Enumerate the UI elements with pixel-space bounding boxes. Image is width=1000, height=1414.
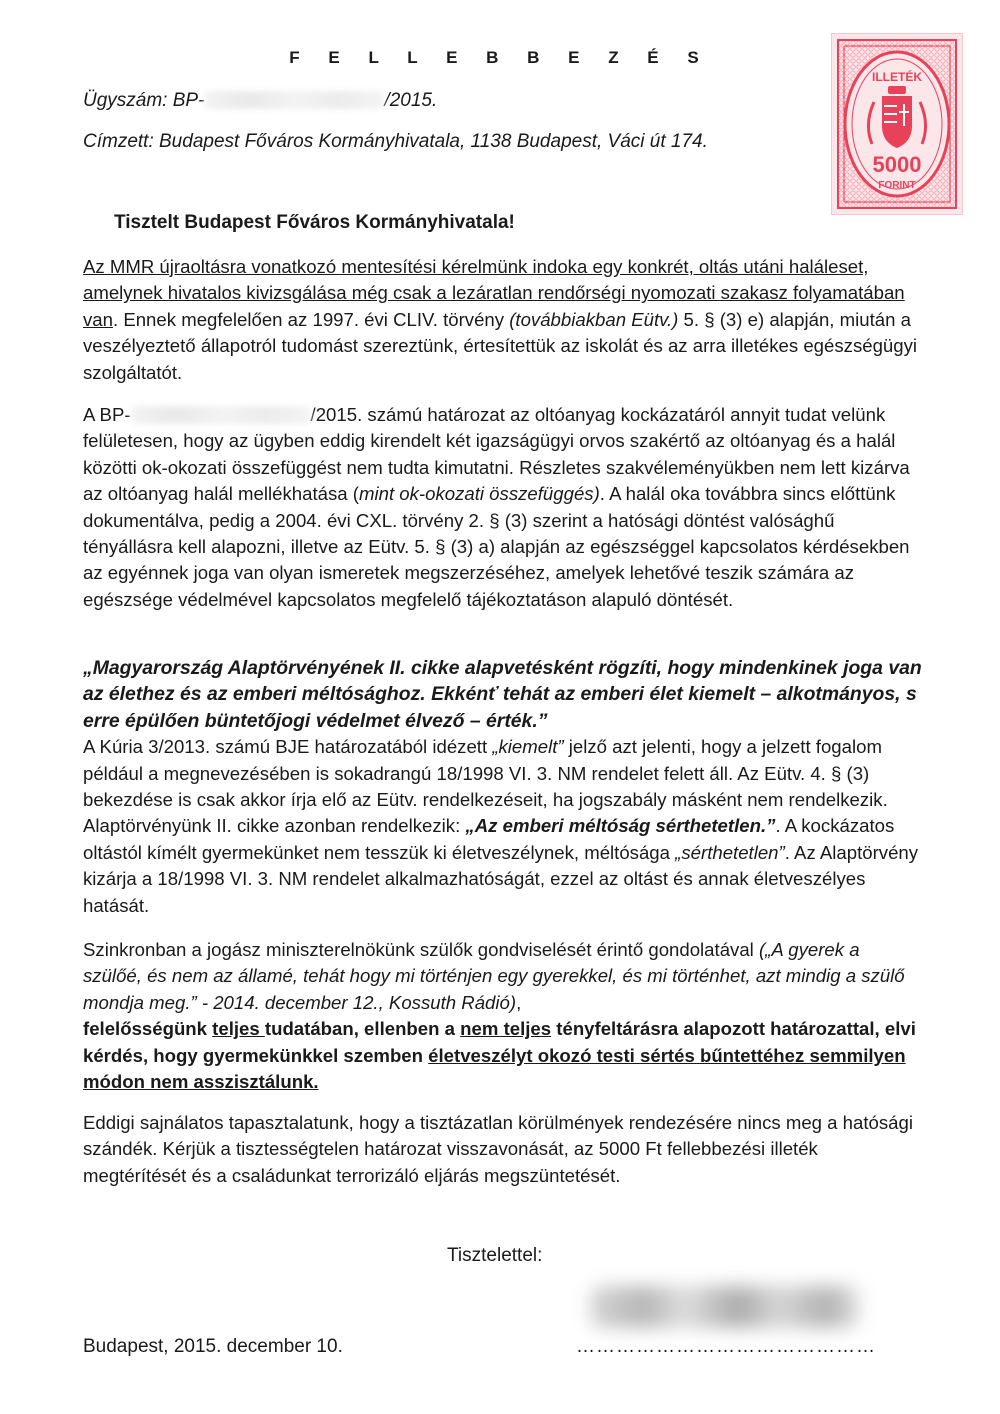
paragraph-4 <box>83 937 923 1095</box>
stamp-value: 5000 <box>872 152 922 177</box>
fee-stamp <box>832 34 962 214</box>
p3-italic-2: „sérthetetlen” <box>675 841 785 863</box>
paragraph-3 <box>83 655 923 919</box>
date-line: Budapest, 2015. december 10. <box>83 1336 343 1357</box>
p2-text-2: . A halál oka továbbra sincs előttünk dokumentálva, pedig a 2004. évi CXL. törvény 2. § (3) szerint a hatósági döntést valósághű tényállásra kell alapozni, illetve az Eütv. 5. § (3) a) alapján az egészséggel kapcsolatos kérdésekben az egyénnek joga van olyan ismeretek megszerzéséhez, amelyek lehetővé teszik számára az egészsége védelmével kapcsolatos megfelelő tájékoztatáson alapuló döntését. <box>83 483 910 610</box>
p4-bold-underlined-1: teljes <box>212 1018 265 1040</box>
p3-quote-2: „Az emberi méltóság sérthetetlen.” <box>465 815 776 837</box>
p4-italic: („A gyerek a szülőé, és nem az államé, tehát hogy mi történjen egy gyerekkel, és mi történhet, azt mindig a szülő mondja meg.” - 2014. december 12., Kossuth Rádió) <box>83 939 905 1013</box>
p4-text-1: Szinkronban a jogász miniszterelnökünk szülők gondviselését érintő gondolatával <box>83 939 759 960</box>
p3-text-3: . A kockázatos oltástól kímélt gyermekünket nem tesszük ki életveszélynek, méltósága <box>83 815 895 863</box>
paragraph-5: Eddigi sajnálatos tapasztalatunk, hogy a tisztázatlan körülmények rendezésére nincs meg a hatósági szándék. Kérjük a tisztességtelen határozat visszavonását, az 5000 Ft fellebbezési illeték megtérítését és a családunkat terrorizáló eljárás megszüntetését. <box>83 1112 913 1186</box>
p4-bold-underlined-3: életveszélyt okozó testi sértés bűntettéhez semmilyen módon nem asszisztálunk. <box>83 1044 906 1093</box>
case-number-suffix: /2015. <box>384 90 438 111</box>
paragraph-2 <box>83 402 923 613</box>
p4-bold-1: felelősségünk <box>83 1018 213 1040</box>
p1-italic: (továbbiakban Eütv.) <box>509 308 679 330</box>
p3-quote: „Magyarország Alaptörvényének II. cikke alapvetésként rögzíti, hogy mindenkinek joga van az élethez és az emberi méltósághoz. Ekkénť tehát az emberi élet kiemelt – alkotmányos, s erre épülően büntetőjogi védelmet élvező – érték.” <box>83 657 922 732</box>
closing: Tisztelettel: <box>447 1245 543 1266</box>
signature-line: ……………………………………… <box>576 1336 876 1357</box>
recipient-line: Címzett: Budapest Főváros Kormányhivatala, 1138 Budapest, Váci út 174. <box>83 131 708 152</box>
redacted-case-id <box>204 91 384 109</box>
p1-text-2: 5. § (3) e) alapján, miután a veszélyeztető állapotról tudomást szereztünk, értesítettük az iskolát és az arra illetékes egészségügyi szolgáltatót. <box>83 308 918 383</box>
p3-text-2: jelző azt jelenti, hogy a jelzett fogalom például a megnevezésében is sokadrangú 18/1998 VI. 3. NM rendelet felett áll. Az Eütv. 4. § (3) bekezdése is csak akkor írja elő az Eütv. rendelkezéseit, ha jogszabály másként nem rendelkezik. Alaptörvényünk II. cikke azonban rendelkezik: <box>83 736 888 837</box>
redacted-case-id-2 <box>131 406 311 424</box>
p2-text-0: A BP- <box>83 404 131 425</box>
p1-text-1: . Ennek megfelelően az 1997. évi CLIV. törvény <box>112 308 510 330</box>
p4-text-2: , <box>516 991 522 1013</box>
p2-text-1: /2015. számú határozat az oltóanyag kockázatáról annyit tudat velünk felületesen, hogy az ügyben eddig kirendelt két igazságügyi orvos szakértő az oltóanyag és a halál közötti ok-okozati összefüggést nem tudta kimutatni. Részletes szakvéleményükben nem lett kizárva az oltóanyag halál mellékhatása ( <box>83 404 910 505</box>
salutation: Tisztelt Budapest Főváros Kormányhivatala! <box>114 212 515 233</box>
p4-bold-3: tényfeltárásra alapozott határozattal, elvi kérdés, hogy gyermekünkkel szemben <box>83 1018 916 1066</box>
stamp-label-bottom: FORINT <box>878 180 916 191</box>
p4-bold-underlined-2: nem teljes <box>460 1018 552 1040</box>
stamp-graphic <box>832 34 962 214</box>
p4-bold-2: tudatában, ellenben a <box>264 1018 461 1040</box>
p3-text-4: . Az Alaptörvény kizárja a 18/1998 VI. 3. NM rendelet alkalmazhatóságát, ezzel az oltást és annak életveszélyes hatását. <box>83 841 919 916</box>
p2-italic: mint ok-okozati összefüggés) <box>358 483 600 505</box>
paragraph-1 <box>83 254 923 386</box>
p3-text-1: A Kúria 3/2013. számú BJE határozatából idézett <box>83 736 493 758</box>
stamp-label-top: ILLETÉK <box>872 70 922 84</box>
document-title: F E L L E B B E Z É S <box>289 48 711 67</box>
p1-underlined: Az MMR újraoltásra vonatkozó mentesítési kérelmünk indoka egy konkrét, oltás utáni haláleset, amelynek hivatalos kivizsgálása még csak a lezáratlan rendőrségi nyomozati szakasz folyamatában van <box>83 256 905 330</box>
case-number <box>83 90 437 112</box>
p3-italic-1: „kiemelt” <box>492 736 564 758</box>
case-number-prefix: Ügyszám: BP- <box>83 90 205 111</box>
redacted-signature <box>590 1286 860 1328</box>
